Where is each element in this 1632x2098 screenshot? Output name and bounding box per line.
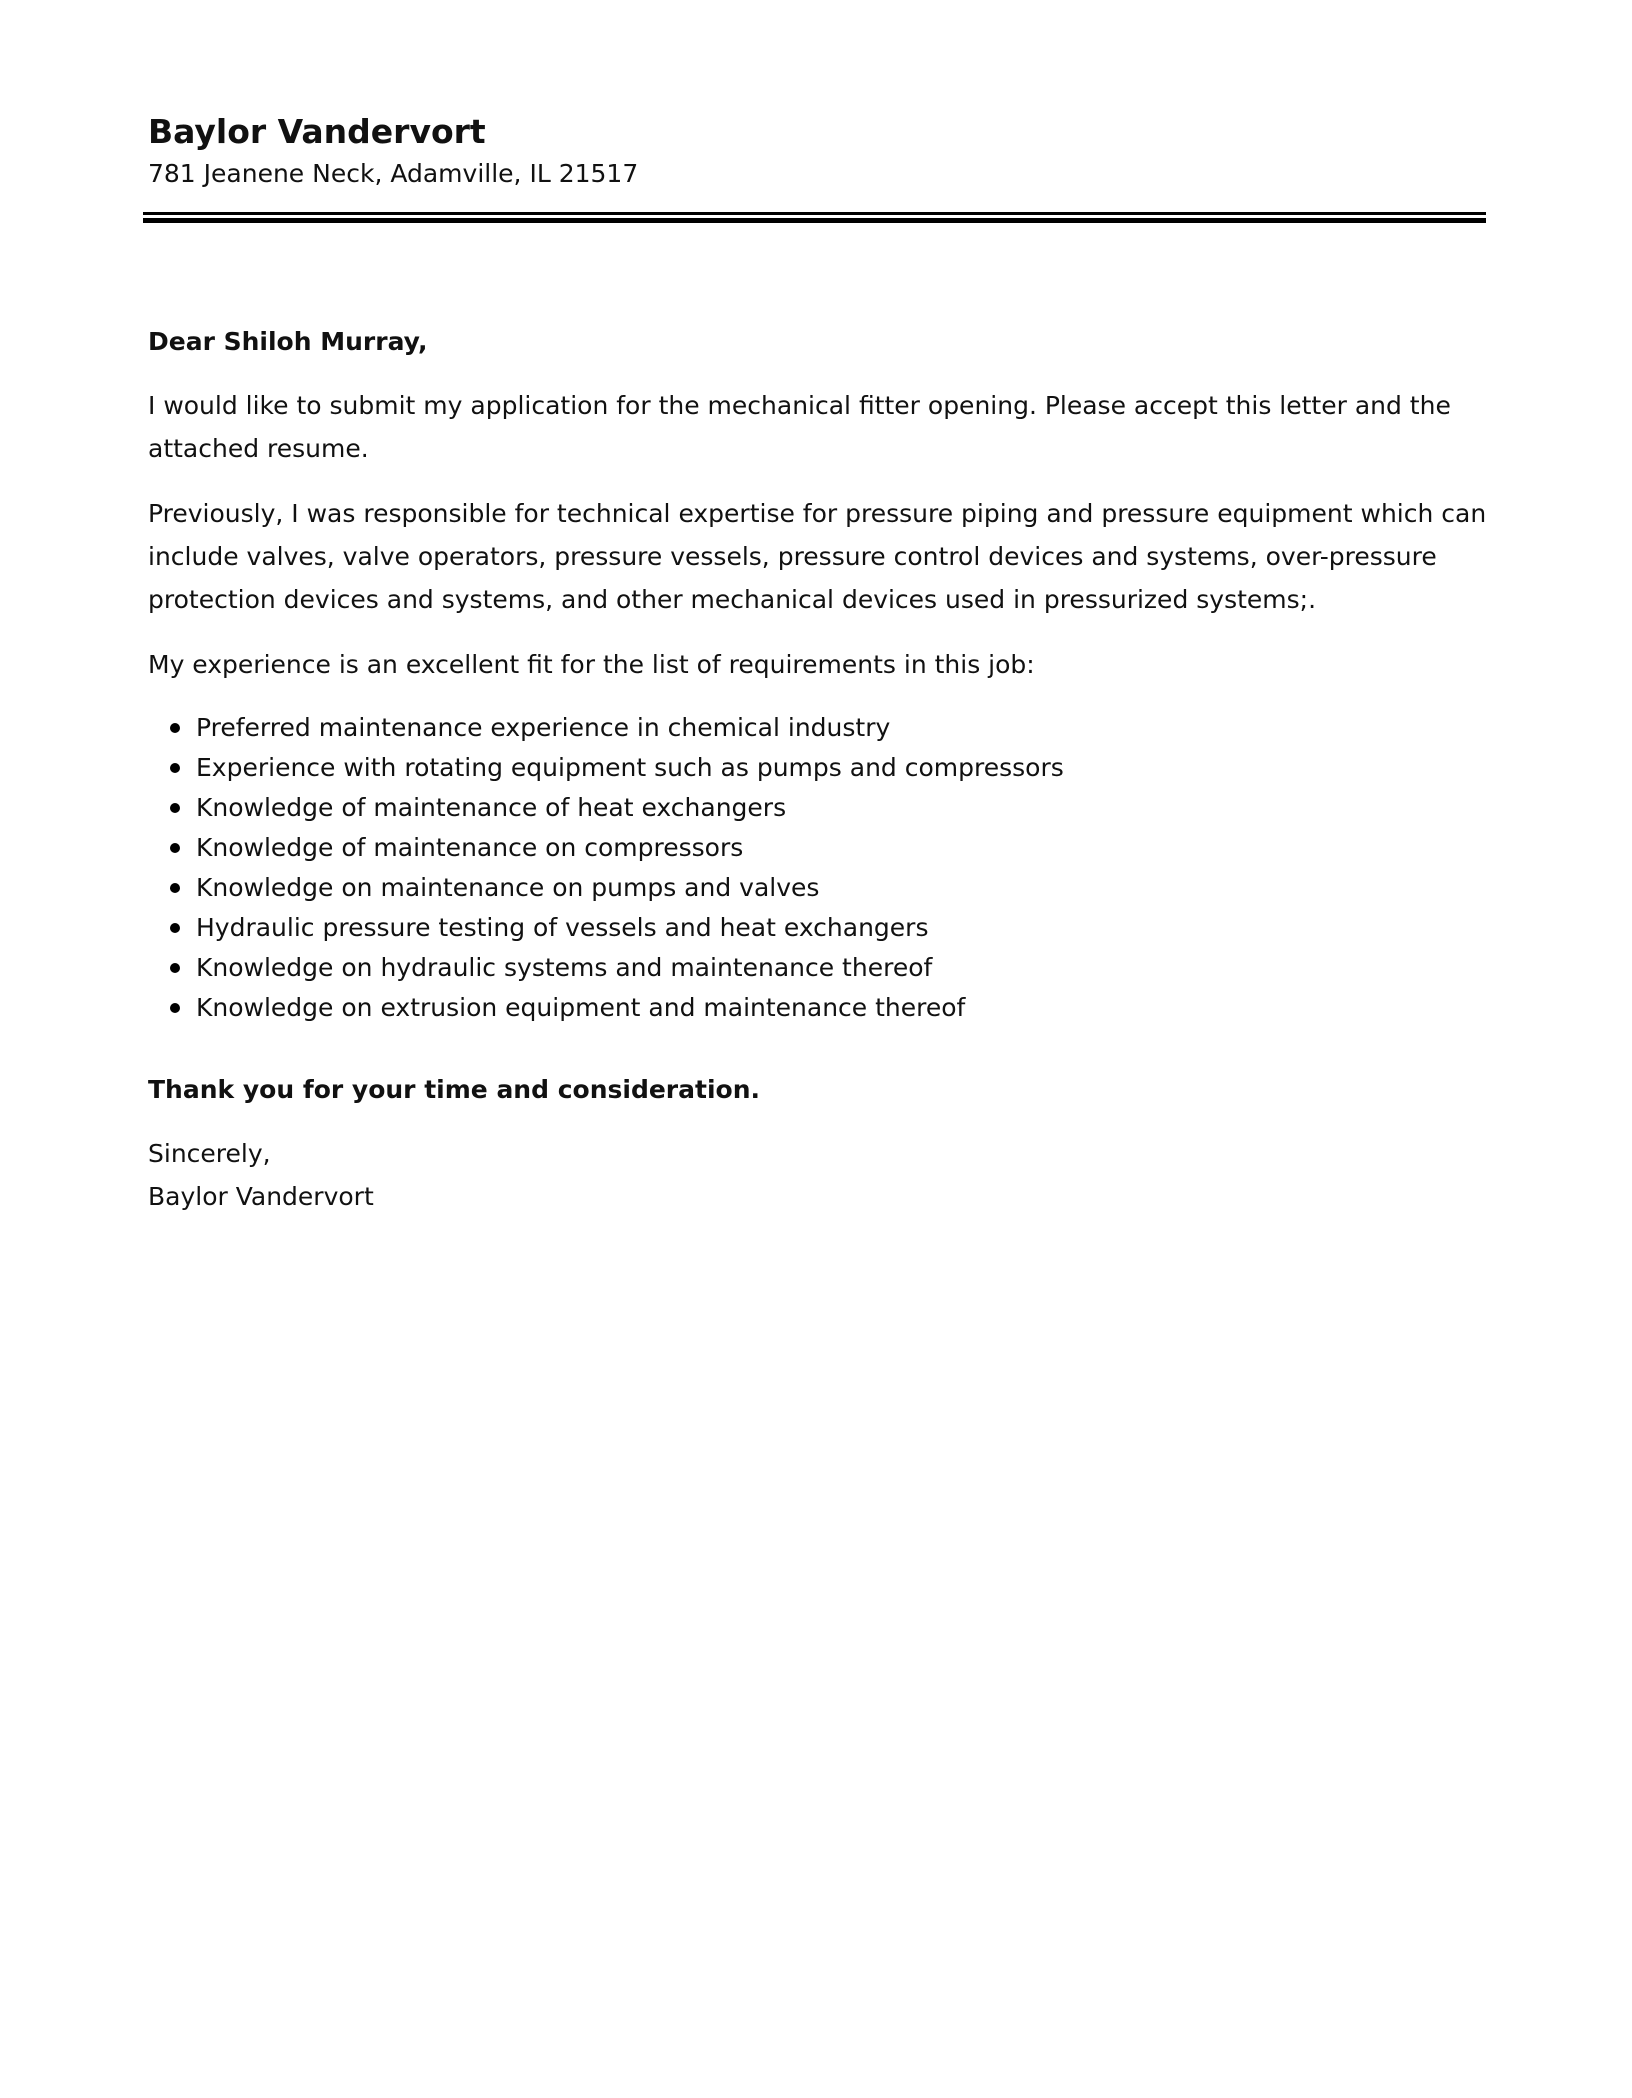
signature-name: Baylor Vandervort [148, 1182, 374, 1211]
list-item [148, 748, 1488, 788]
letter-body [148, 320, 1488, 1218]
bullet-icon [170, 1003, 180, 1013]
list-item-text: Hydraulic pressure testing of vessels and heat exchangers [196, 913, 929, 942]
letter-header [148, 110, 1486, 192]
bullet-icon [170, 843, 180, 853]
requirements-list [148, 708, 1488, 1028]
intro-paragraph: I would like to submit my application for the mechanical fitter opening. Please accept this letter and the attached resume. [148, 391, 1451, 463]
list-item [148, 948, 1488, 988]
experience-paragraph: Previously, I was responsible for technical expertise for pressure piping and pressure equipment which can include valves, valve operators, pressure vessels, pressure control devices and systems, over-pressure protection devices and systems, and other mechanical devices used in pressurized systems;. [148, 499, 1487, 614]
bullet-icon [170, 723, 180, 733]
bullet-icon [170, 923, 180, 933]
list-item [148, 828, 1488, 868]
list-item [148, 868, 1488, 908]
list-item-text: Knowledge of maintenance of heat exchangers [196, 793, 787, 822]
bullet-icon [170, 883, 180, 893]
list-item-text: Experience with rotating equipment such as pumps and compressors [196, 753, 1064, 782]
header-divider-thick-line [143, 218, 1486, 223]
list-item [148, 788, 1488, 828]
bullet-icon [170, 763, 180, 773]
list-item-text: Knowledge on maintenance on pumps and valves [196, 873, 820, 902]
list-item [148, 988, 1488, 1028]
salutation: Dear Shiloh Murray, [148, 327, 428, 356]
closing-line: Thank you for your time and consideration. [148, 1075, 760, 1104]
list-item-text: Knowledge of maintenance on compressors [196, 833, 744, 862]
sender-name: Baylor Vandervort [148, 112, 486, 151]
header-divider-thin-line [143, 212, 1486, 215]
signoff: Sincerely, [148, 1139, 271, 1168]
sender-address: 781 Jeanene Neck, Adamville, IL 21517 [148, 159, 639, 188]
list-item-text: Preferred maintenance experience in chemical industry [196, 713, 891, 742]
list-item [148, 908, 1488, 948]
bullet-icon [170, 803, 180, 813]
list-item-text: Knowledge on extrusion equipment and maintenance thereof [196, 993, 966, 1022]
requirements-intro: My experience is an excellent fit for the list of requirements in this job: [148, 650, 1035, 679]
list-item [148, 708, 1488, 748]
bullet-icon [170, 963, 180, 973]
header-divider [143, 212, 1486, 224]
list-item-text: Knowledge on hydraulic systems and maintenance thereof [196, 953, 933, 982]
